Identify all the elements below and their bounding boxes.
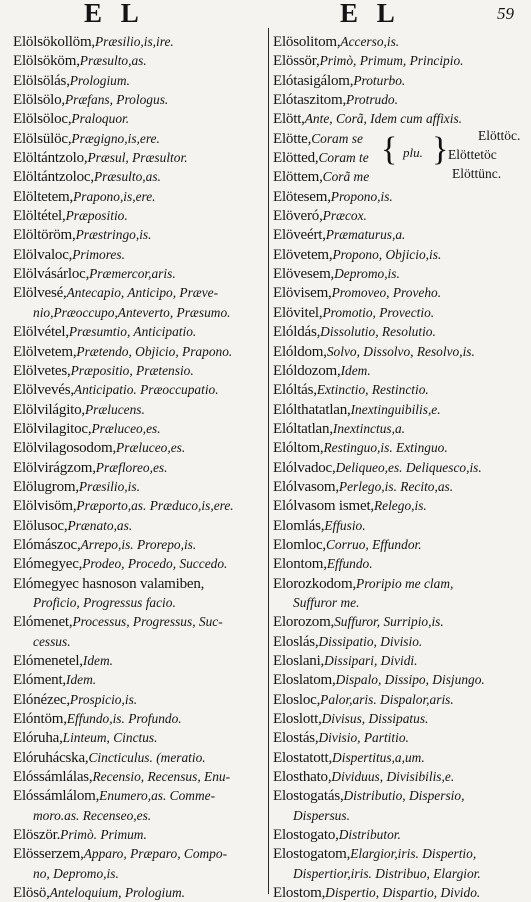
latin-translation: Præpositio. [65,208,128,224]
latin-translation: Apparo, Præparo, Compo- [83,846,228,862]
latin-translation: Palor,aris. Dispalor,aris. [320,691,454,707]
hungarian-headword: Elötesem, [273,188,331,205]
hungarian-headword: Elölvevés, [13,382,74,399]
dictionary-entry [13,728,267,747]
hungarian-headword: Elösö, [13,885,50,902]
hungarian-headword: Elorozom, [273,614,335,631]
dictionary-entry [13,632,267,651]
latin-translation: Præsulto,as. [79,53,147,69]
dictionary-entry [273,883,525,902]
hungarian-headword: Elölvilágito, [13,401,85,418]
latin-translation: Coram te [318,150,369,166]
left-column [13,32,267,902]
dictionary-entry [273,419,525,438]
latin-translation: Proficio, Progressus facio. [33,594,176,610]
dictionary-entry [273,574,525,593]
hungarian-headword: Elóssámlálom, [13,788,100,805]
right-running-head: E L [340,0,401,28]
latin-translation: Elargior,iris. Dispertio, [350,846,477,862]
hungarian-headword: Elölvesé, [13,285,67,302]
dictionary-entry [13,380,267,399]
page-header [0,0,531,26]
dictionary-entry [273,516,525,535]
plural-form-2: Elöttetöc [448,147,497,162]
hungarian-headword: Elöltántzolo, [13,150,88,167]
latin-translation: Recensio, Recensus, Enu- [92,769,231,785]
latin-translation: Distributor. [338,827,401,843]
latin-translation: Prodeo, Procedo, Succedo. [82,556,228,572]
hungarian-headword: Elólvasom ismet, [273,498,374,515]
dictionary-entry [13,612,267,631]
hungarian-headword: Eloslatom, [273,672,336,689]
dictionary-entry [13,516,267,535]
dictionary-entry [273,748,525,767]
dictionary-entry [13,419,267,438]
plural-form-3: Elöttünc. [452,166,502,181]
dictionary-entry [273,864,525,883]
dictionary-entry [273,670,525,689]
hungarian-headword: Elostom, [273,885,326,902]
dictionary-entry [13,361,267,380]
hungarian-headword: Elöltántzoloc, [13,169,94,186]
hungarian-headword: Elómenet, [13,614,73,631]
hungarian-headword: Elölsölás, [13,72,70,89]
dictionary-entry [273,206,525,225]
dictionary-entry [13,438,267,457]
hungarian-headword: Elövesem, [273,266,335,283]
latin-translation: nio,Præoccupo,Anteverto, Præsumo. [33,304,231,320]
dictionary-entry [13,574,267,593]
hungarian-headword: Elótaszitom, [273,92,347,109]
hungarian-headword: Elöltetem, [13,188,74,205]
hungarian-headword: Elóntöm, [13,711,67,728]
plural-form-1: Elöttöc. [478,128,521,143]
latin-translation: Dissipari, Dividi. [324,653,418,668]
dictionary-entry [13,167,267,186]
latin-translation: Dissipatio, Divisio. [318,633,423,649]
latin-translation: Idem. [65,672,97,688]
hungarian-headword: Elölvetes, [13,362,71,379]
dictionary-entry [13,400,267,419]
hungarian-headword: Elomloc, [273,536,326,553]
hungarian-headword: Elöveró, [273,208,323,225]
hungarian-headword: Elötte, [273,130,312,147]
latin-translation: Depromo,is. [334,266,400,282]
dictionary-entry [273,342,525,361]
hungarian-headword: Elómenetel, [13,653,83,669]
latin-translation: Præsul, Præsultor. [87,150,188,166]
dictionary-entry [13,496,267,515]
hungarian-headword: Elótasigálom, [273,72,354,89]
hungarian-headword: Elóruhácska, [13,749,89,766]
latin-translation: Promotio, Provectio. [322,304,435,320]
dictionary-entry [13,187,267,206]
latin-translation: Solvo, Dissolvo, Resolvo,is. [326,343,475,359]
hungarian-headword: Elólvasom, [273,478,339,495]
latin-translation: Dispersus. [293,807,350,823]
latin-translation: Promoveo, Proveho. [331,285,442,301]
hungarian-headword: Elössör, [273,53,320,70]
hungarian-headword: Elosthato, [273,769,332,786]
left-brace: { [381,131,398,168]
hungarian-headword: Elölsököm, [13,53,80,70]
dictionary-entry [273,806,525,825]
hungarian-headword: Elöltétel, [13,208,66,225]
dictionary-entry [273,496,525,515]
latin-translation: Primò. Primum. [60,827,147,843]
dictionary-entry [273,825,525,844]
latin-translation: Divisio, Partitio. [318,730,409,746]
dictionary-entry [13,767,267,786]
dictionary-entry [273,283,525,302]
hungarian-headword: Elóltatlan, [273,420,333,437]
hungarian-headword: Eloslani, [273,653,325,669]
hungarian-headword: Elölvilagosodom, [13,440,117,457]
dictionary-entry [13,709,267,728]
latin-translation: Corruo, Effundor. [325,536,422,552]
latin-translation: Anticipatio. Præoccupatio. [73,382,219,398]
latin-translation: Ante, Corã, Idem cum affixis. [304,111,463,127]
latin-translation: Præcox. [322,208,367,224]
dictionary-entry [13,593,267,612]
dictionary-entry [13,283,267,302]
latin-translation: Inextinguibilis,e. [350,401,441,417]
dictionary-entry [13,148,267,167]
latin-translation: Præpositio, Prætensio. [70,362,194,378]
hungarian-headword: Elólthatatlan, [273,401,351,418]
latin-translation: Præfloreo,es. [95,459,168,475]
latin-translation: no, Depromo,is. [33,865,119,881]
latin-translation: Propono,is. [330,188,393,204]
dictionary-entry [13,825,267,844]
latin-translation: Præluceo,es. [116,440,186,456]
dictionary-entry [273,554,525,573]
latin-translation: Inextinctus,a. [332,420,406,436]
dictionary-entry [273,458,525,477]
latin-translation: Antecapio, Anticipo, Præve- [66,285,219,301]
hungarian-headword: Elomlás, [273,517,325,534]
hungarian-headword: Elövitel, [273,304,323,321]
dictionary-entry [273,709,525,728]
hungarian-headword: Elölvetem, [13,343,77,360]
dictionary-entry [273,303,525,322]
latin-translation: Suffuror, Surripio,is. [334,614,444,630]
hungarian-headword: Elölsöloc, [13,111,72,128]
latin-translation: Prænato,as. [67,517,133,533]
hungarian-headword: Elostogatom, [273,846,351,863]
hungarian-headword: Elölvilagitoc, [13,420,92,437]
hungarian-headword: Elösserzem, [13,846,84,863]
latin-translation: Processus, Progressus, Suc- [72,614,223,630]
dictionary-entry [273,90,525,109]
hungarian-headword: Elostogato, [273,827,339,844]
dictionary-entry [13,670,267,689]
dictionary-entry [273,361,525,380]
latin-translation: Dispertitus,a,um. [332,749,425,765]
dictionary-entry [273,245,525,264]
plural-label: plu. [403,145,423,160]
latin-translation: Prægigno,is,ere. [71,130,160,146]
hungarian-headword: Elosloc, [273,691,321,708]
dictionary-entry [273,322,525,341]
latin-translation: Dispertior,iris. Distribuo, Elargior. [293,865,481,881]
latin-translation: Præsilio,is. [78,478,140,494]
hungarian-headword: Elóltás, [273,382,317,399]
latin-translation: Præmercor,aris. [89,266,176,282]
latin-translation: Accerso,is. [340,34,400,49]
latin-translation: Cincticulus. (meratio. [88,749,206,765]
latin-translation: Perlego,is. Recito,as. [338,478,454,494]
hungarian-headword: Elöttem, [273,169,323,186]
latin-translation: Divisus, Dissipatus. [321,711,429,727]
hungarian-headword: Eloslás, [273,633,319,650]
dictionary-entry [13,129,267,148]
latin-translation: Dissolutio, Resolutio. [320,324,436,340]
latin-translation: Coram se [311,130,363,146]
latin-translation: Distributio, Dispersio, [343,788,465,804]
dictionary-entry [273,51,525,70]
hungarian-headword: Elölugrom, [13,478,79,495]
hungarian-headword: Eloslott, [273,711,322,728]
dictionary-entry [273,32,525,51]
dictionary-entry [13,90,267,109]
dictionary-entry [273,786,525,805]
dictionary-entry [273,535,525,554]
latin-translation: moro.as. Recenseo,es. [33,807,152,823]
hungarian-headword: Elölvaloc, [13,246,73,263]
latin-translation: Idem. [82,653,113,668]
latin-translation: Dispalo, Dissipo, Disjungo. [335,672,485,688]
latin-translation: Præporto,as. Præduco,is,ere. [76,498,234,514]
latin-translation: Prapono,is,ere. [73,188,156,204]
hungarian-headword: Elóldom, [273,343,327,360]
dictionary-entry [13,303,267,322]
hungarian-headword: Elölvétel, [13,324,69,341]
page-number: 59 [497,4,514,23]
dictionary-entry [13,342,267,361]
dictionary-entry [13,806,267,825]
latin-translation: Proripio me clam, [356,575,454,591]
hungarian-headword: Elöször. [13,827,61,844]
dictionary-entry [273,690,525,709]
dictionary-entry [273,225,525,244]
hungarian-headword: Elómegyec, [13,556,83,573]
latin-translation: Præmaturus,a. [325,227,406,243]
column-divider [268,28,269,894]
right-brace: } [432,131,449,168]
dictionary-entry [273,71,525,90]
latin-translation: Effusio. [324,517,366,533]
latin-translation: Præluceo,es. [91,420,161,436]
hungarian-headword: Elölsölo, [13,92,65,109]
dictionary-entry [273,380,525,399]
hungarian-headword: Elölvirágzom, [13,459,96,476]
hungarian-headword: Elölusoc, [13,517,68,534]
hungarian-headword: Elómegyec hasnoson valamiben, [13,575,205,592]
dictionary-entry [13,109,267,128]
dictionary-entry [273,612,525,631]
hungarian-headword: Elostás, [273,730,319,747]
dictionary-entry [13,264,267,283]
dictionary-entry [13,322,267,341]
latin-translation: Corã me [322,169,370,185]
left-running-head: E L [84,0,145,28]
latin-translation: Deliqueo,es. Deliquesco,is. [335,459,482,475]
latin-translation: Linteum, Cinctus. [62,730,158,746]
dictionary-entry [273,400,525,419]
dictionary-entry [273,593,525,612]
hungarian-headword: Elölsülöc, [13,130,72,147]
hungarian-headword: Elötted, [273,150,319,167]
dictionary-entry [273,187,525,206]
hungarian-headword: Elólvadoc, [273,459,336,476]
latin-translation: Propono, Objicio,is. [332,246,442,262]
dictionary-entry [13,748,267,767]
latin-translation: Prospicio,is. [69,691,138,707]
hungarian-headword: Elöveért, [273,227,326,244]
dictionary-entry [273,844,525,863]
dictionary-entry [13,554,267,573]
dictionary-entry [13,883,267,902]
latin-translation: Prælucens. [84,401,145,417]
dictionary-entry [13,651,267,670]
dictionary-entry [13,477,267,496]
dictionary-entry [273,109,525,128]
hungarian-headword: Elónézec, [13,691,70,708]
dictionary-entry [13,690,267,709]
hungarian-headword: Elövisem, [273,285,332,302]
hungarian-headword: Elóltom, [273,440,324,457]
dictionary-entry [273,651,525,670]
dictionary-entry [13,71,267,90]
latin-translation: Enumero,as. Comme- [99,788,216,804]
latin-translation: Præsumtio, Anticipatio. [68,324,197,340]
hungarian-headword: Elómászoc, [13,536,81,553]
latin-translation: Praloquor. [71,111,130,127]
hungarian-headword: Elostogatás, [273,788,344,805]
dictionary-entry [273,438,525,457]
dictionary-entry [13,51,267,70]
latin-translation: Restinguo,is. Extinguo. [323,440,448,456]
latin-translation: Arrepo,is. Prorepo,is. [80,536,197,552]
dictionary-entry [273,477,525,496]
hungarian-headword: Elölsökollöm, [13,34,95,50]
dictionary-entry [13,844,267,863]
dictionary-entry [13,225,267,244]
dictionary-entry [13,32,267,51]
latin-translation: Prætendo, Objicio, Prapono. [76,343,233,359]
dictionary-entry [13,458,267,477]
latin-translation: Proturbo. [353,72,406,88]
hungarian-headword: Elorozkodom, [273,575,357,592]
latin-translation: Præsilio,is,ire. [95,34,174,49]
latin-translation: Protrudo. [346,92,398,108]
latin-translation: Primores. [72,246,125,262]
dictionary-entry [273,728,525,747]
latin-translation: Suffuror me. [293,594,360,610]
latin-translation: Extinctio, Restinctio. [316,382,429,398]
latin-translation: Effundo. [326,556,373,572]
latin-translation: Præstringo,is. [75,227,152,243]
latin-translation: cessus. [33,633,71,649]
hungarian-headword: Elölvisöm, [13,498,77,515]
latin-translation: Præfans, Prologus. [64,92,169,108]
hungarian-headword: Elóldás, [273,324,321,341]
dictionary-entry [13,786,267,805]
latin-translation: Anteloquium, Prologium. [49,885,185,901]
dictionary-entry [13,245,267,264]
latin-translation: Primò, Primum, Principio. [319,53,464,69]
dictionary-entry [273,264,525,283]
hungarian-headword: Elöltöröm, [13,227,76,244]
latin-translation: Effundo,is. Profundo. [66,711,182,727]
hungarian-headword: Elövetem, [273,246,333,263]
dictionary-entry [273,767,525,786]
latin-translation: Prologium. [69,72,130,88]
hungarian-headword: Elölvásárloc, [13,266,90,283]
latin-translation: Dispertio, Dispartio, Divido. [325,885,481,901]
latin-translation: Relego,is. [373,498,427,514]
hungarian-headword: Elóruha, [13,730,63,747]
hungarian-headword: Elontom, [273,556,327,573]
latin-translation: Præsulto,as. [93,169,161,185]
hungarian-headword: Elösolitom, [273,34,341,50]
latin-translation: Dividuus, Divisibilis,e. [331,769,455,785]
hungarian-headword: Elostatott, [273,749,333,766]
hungarian-headword: Elóldozom, [273,362,341,379]
dictionary-entry [13,535,267,554]
hungarian-headword: Elóment, [13,672,66,689]
hungarian-headword: Elött, [273,111,305,128]
dictionary-entry [13,206,267,225]
hungarian-headword: Elóssámlálas, [13,769,93,786]
latin-translation: Idem. [340,362,371,378]
dictionary-entry [13,864,267,883]
dictionary-entry [273,632,525,651]
